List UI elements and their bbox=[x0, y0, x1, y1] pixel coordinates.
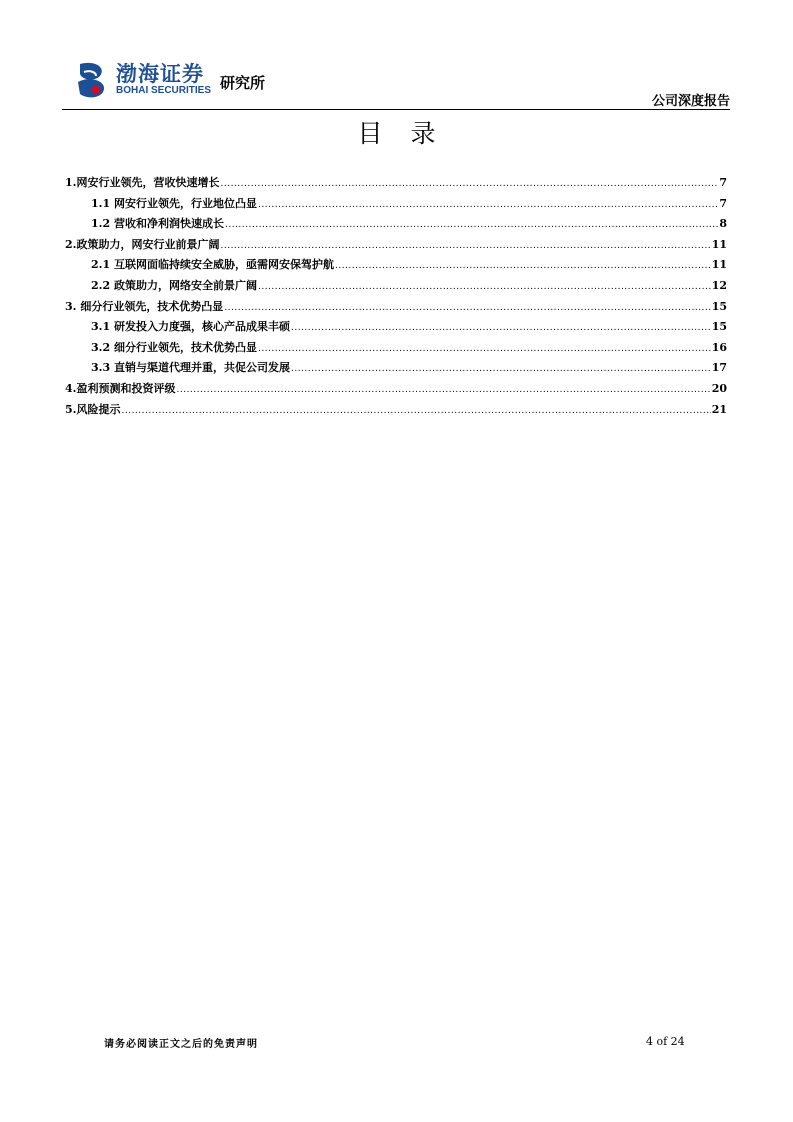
toc-entry-label: 2.2 政策助力，网络安全前景广阔 bbox=[91, 278, 257, 292]
toc-entry[interactable] bbox=[65, 256, 727, 277]
toc-entry-label: 5.风险提示 bbox=[65, 402, 121, 416]
toc-leader-dots bbox=[258, 282, 711, 292]
toc-entry-page: 12 bbox=[711, 278, 727, 292]
toc-entry-page: 15 bbox=[711, 299, 727, 313]
toc-entry-label: 2.1 互联网面临持续安全威胁，亟需网安保驾护航 bbox=[91, 258, 334, 272]
page-title: 目录 bbox=[357, 119, 464, 148]
bohai-logo-icon bbox=[74, 60, 108, 100]
toc-entry-page: 15 bbox=[711, 320, 727, 334]
toc-entry[interactable] bbox=[65, 215, 727, 236]
toc-leader-dots bbox=[225, 220, 718, 230]
toc-leader-dots bbox=[176, 385, 710, 395]
toc-entry-label: 2.政策助力，网安行业前景广阔 bbox=[65, 237, 220, 251]
disclaimer-note: 请务必阅读正文之后的免责声明 bbox=[104, 1039, 258, 1050]
toc-entry[interactable] bbox=[65, 359, 727, 380]
toc-entry-label: 1.网安行业领先，营收快速增长 bbox=[65, 176, 220, 189]
toc-entry[interactable] bbox=[65, 195, 727, 216]
toc-leader-dots bbox=[220, 179, 718, 189]
logo-chinese-name: 渤海证券 bbox=[116, 62, 204, 86]
toc-entry-page: 16 bbox=[711, 340, 727, 354]
page-number: 4 of 24 bbox=[646, 1035, 685, 1048]
toc-leader-dots bbox=[291, 364, 711, 374]
toc-leader-dots bbox=[258, 344, 711, 354]
toc-entry-label: 4.盈利预测和投资评级 bbox=[65, 381, 176, 395]
toc-entry-page: 11 bbox=[711, 237, 727, 251]
toc-entry-page: 7 bbox=[719, 196, 727, 210]
toc-entry-label: 3.3 直销与渠道代理并重，共促公司发展 bbox=[91, 361, 290, 375]
toc-entry[interactable] bbox=[65, 401, 727, 422]
toc-entry[interactable] bbox=[65, 298, 727, 319]
header-divider bbox=[62, 109, 730, 110]
toc-leader-dots bbox=[121, 406, 710, 416]
toc-entry-label: 1.1 网安行业领先，行业地位凸显 bbox=[91, 196, 257, 210]
logo-english-name: BOHAI SECURITIES bbox=[116, 85, 212, 96]
toc-entry[interactable] bbox=[65, 339, 727, 360]
toc-entry[interactable] bbox=[65, 174, 727, 195]
toc-entry-page: 8 bbox=[719, 217, 727, 231]
toc-entry-page: 7 bbox=[719, 176, 727, 189]
institute-label: 研究所 bbox=[220, 74, 266, 92]
toc-entry-page: 11 bbox=[711, 258, 727, 272]
toc-entry[interactable] bbox=[65, 318, 727, 339]
toc-leader-dots bbox=[291, 323, 711, 333]
toc-leader-dots bbox=[335, 261, 711, 271]
toc-leader-dots bbox=[224, 303, 710, 313]
toc-leader-dots bbox=[220, 241, 710, 251]
toc-entry-label: 3. 细分行业领先，技术优势凸显 bbox=[65, 299, 224, 313]
toc-entry-label: 1.2 营收和净利润快速成长 bbox=[91, 217, 224, 231]
toc-entry[interactable] bbox=[65, 380, 727, 401]
toc-entry[interactable] bbox=[65, 277, 727, 298]
table-of-contents bbox=[65, 174, 727, 421]
toc-entry-page: 21 bbox=[711, 402, 727, 416]
toc-entry[interactable] bbox=[65, 236, 727, 257]
toc-leader-dots bbox=[258, 200, 718, 210]
toc-entry-label: 3.1 研发投入力度强，核心产品成果丰硕 bbox=[91, 320, 290, 334]
page-header bbox=[62, 56, 730, 110]
toc-entry-label: 3.2 细分行业领先，技术优势凸显 bbox=[91, 340, 257, 354]
toc-entry-page: 17 bbox=[711, 361, 727, 375]
report-type-label: 公司深度报告 bbox=[651, 94, 730, 109]
toc-entry-page: 20 bbox=[711, 381, 727, 395]
